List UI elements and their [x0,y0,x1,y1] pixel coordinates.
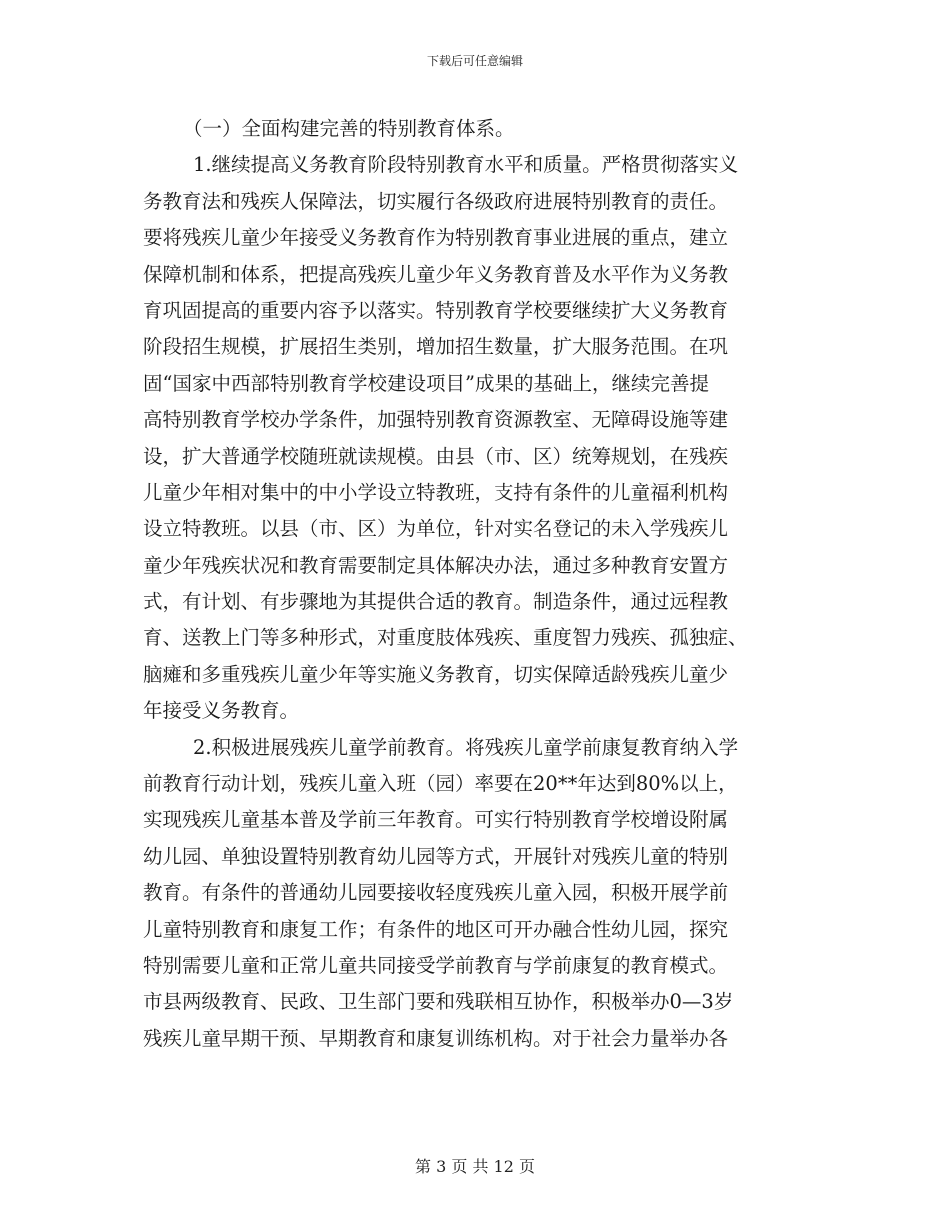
text-line: 脑瘫和多重残疾儿童少年等实施义务教育，切实保障适龄残疾儿童少 [143,662,729,686]
page-header: 下载后可任意编辑 [426,54,523,68]
body-text [143,111,813,1057]
text-line: 实现残疾儿童基本普及学前三年教育。可实行特别教育学校增设附属 [143,808,729,832]
paragraph-item-2 [143,730,813,1058]
section-heading [143,111,813,147]
text-line: 年接受义务教育。 [143,699,300,723]
text-line: 2.积极进展残疾儿童学前教育。将残疾儿童学前康复教育纳入学 [193,735,739,759]
text-line: 残疾儿童早期干预、早期教育和康复训练机构。对于社会力量举办各 [143,1026,729,1050]
text-line: 高特别教育学校办学条件，加强特别教育资源教室、无障碍设施等建 [143,408,729,432]
text-line: 设立特教班。以县（市、区）为单位，针对实名登记的未入学残疾儿 [143,517,729,541]
text-line: 1.继续提高义务教育阶段特别教育水平和质量。严格贯彻落实义 [193,153,739,177]
page-number: 第 3 页 共 12 页 [415,1157,535,1176]
text-line: 育、送教上门等多种形式，对重度肢体残疾、重度智力残疾、孤独症、 [143,626,748,650]
text-line: 童少年残疾状况和教育需要制定具体解决办法，通过多种教育安置方 [143,553,729,577]
text-line: 阶段招生规模，扩展招生类别，增加招生数量，扩大服务范围。在巩 [143,335,729,359]
text-line: 儿童特别教育和康复工作；有条件的地区可开办融合性幼儿园，探究 [143,917,729,941]
text-line: 市县两级教育、民政、卫生部门要和残联相互协作，积极举办0—3岁 [143,990,734,1014]
text-line: 要将残疾儿童少年接受义务教育作为特别教育事业进展的重点，建立 [143,226,729,250]
text-line: 前教育行动计划，残疾儿童入班（园）率要在20**年达到80%以上， [143,772,738,796]
text-line: 设，扩大普通学校随班就读规模。由县（市、区）统筹规划，在残疾 [143,444,729,468]
text-line: 育巩固提高的重要内容予以落实。特别教育学校要继续扩大义务教育 [143,298,729,322]
text-line: 特别需要儿童和正常儿童共同接受学前教育与学前康复的教育模式。 [143,953,729,977]
text-line: 教育。有条件的普通幼儿园要接收轻度残疾儿童入园，积极开展学前 [143,881,729,905]
text-line: 保障机制和体系，把提高残疾儿童少年义务教育普及水平作为义务教 [143,262,729,286]
paragraph-item-1 [143,147,813,729]
text-line: （一）全面构建完善的特别教育体系。 [183,117,515,140]
text-line: 式，有计划、有步骤地为其提供合适的教育。制造条件，通过远程教 [143,590,729,614]
text-line: 务教育法和残疾人保障法，切实履行各级政府进展特别教育的责任。 [143,189,729,213]
text-line: 固“国家中西部特别教育学校建设项目”成果的基础上，继续完善提 [143,371,709,395]
text-line: 幼儿园、单独设置特别教育幼儿园等方式，开展针对残疾儿童的特别 [143,844,729,868]
text-line: 儿童少年相对集中的中小学设立特教班，支持有条件的儿童福利机构 [143,480,729,504]
